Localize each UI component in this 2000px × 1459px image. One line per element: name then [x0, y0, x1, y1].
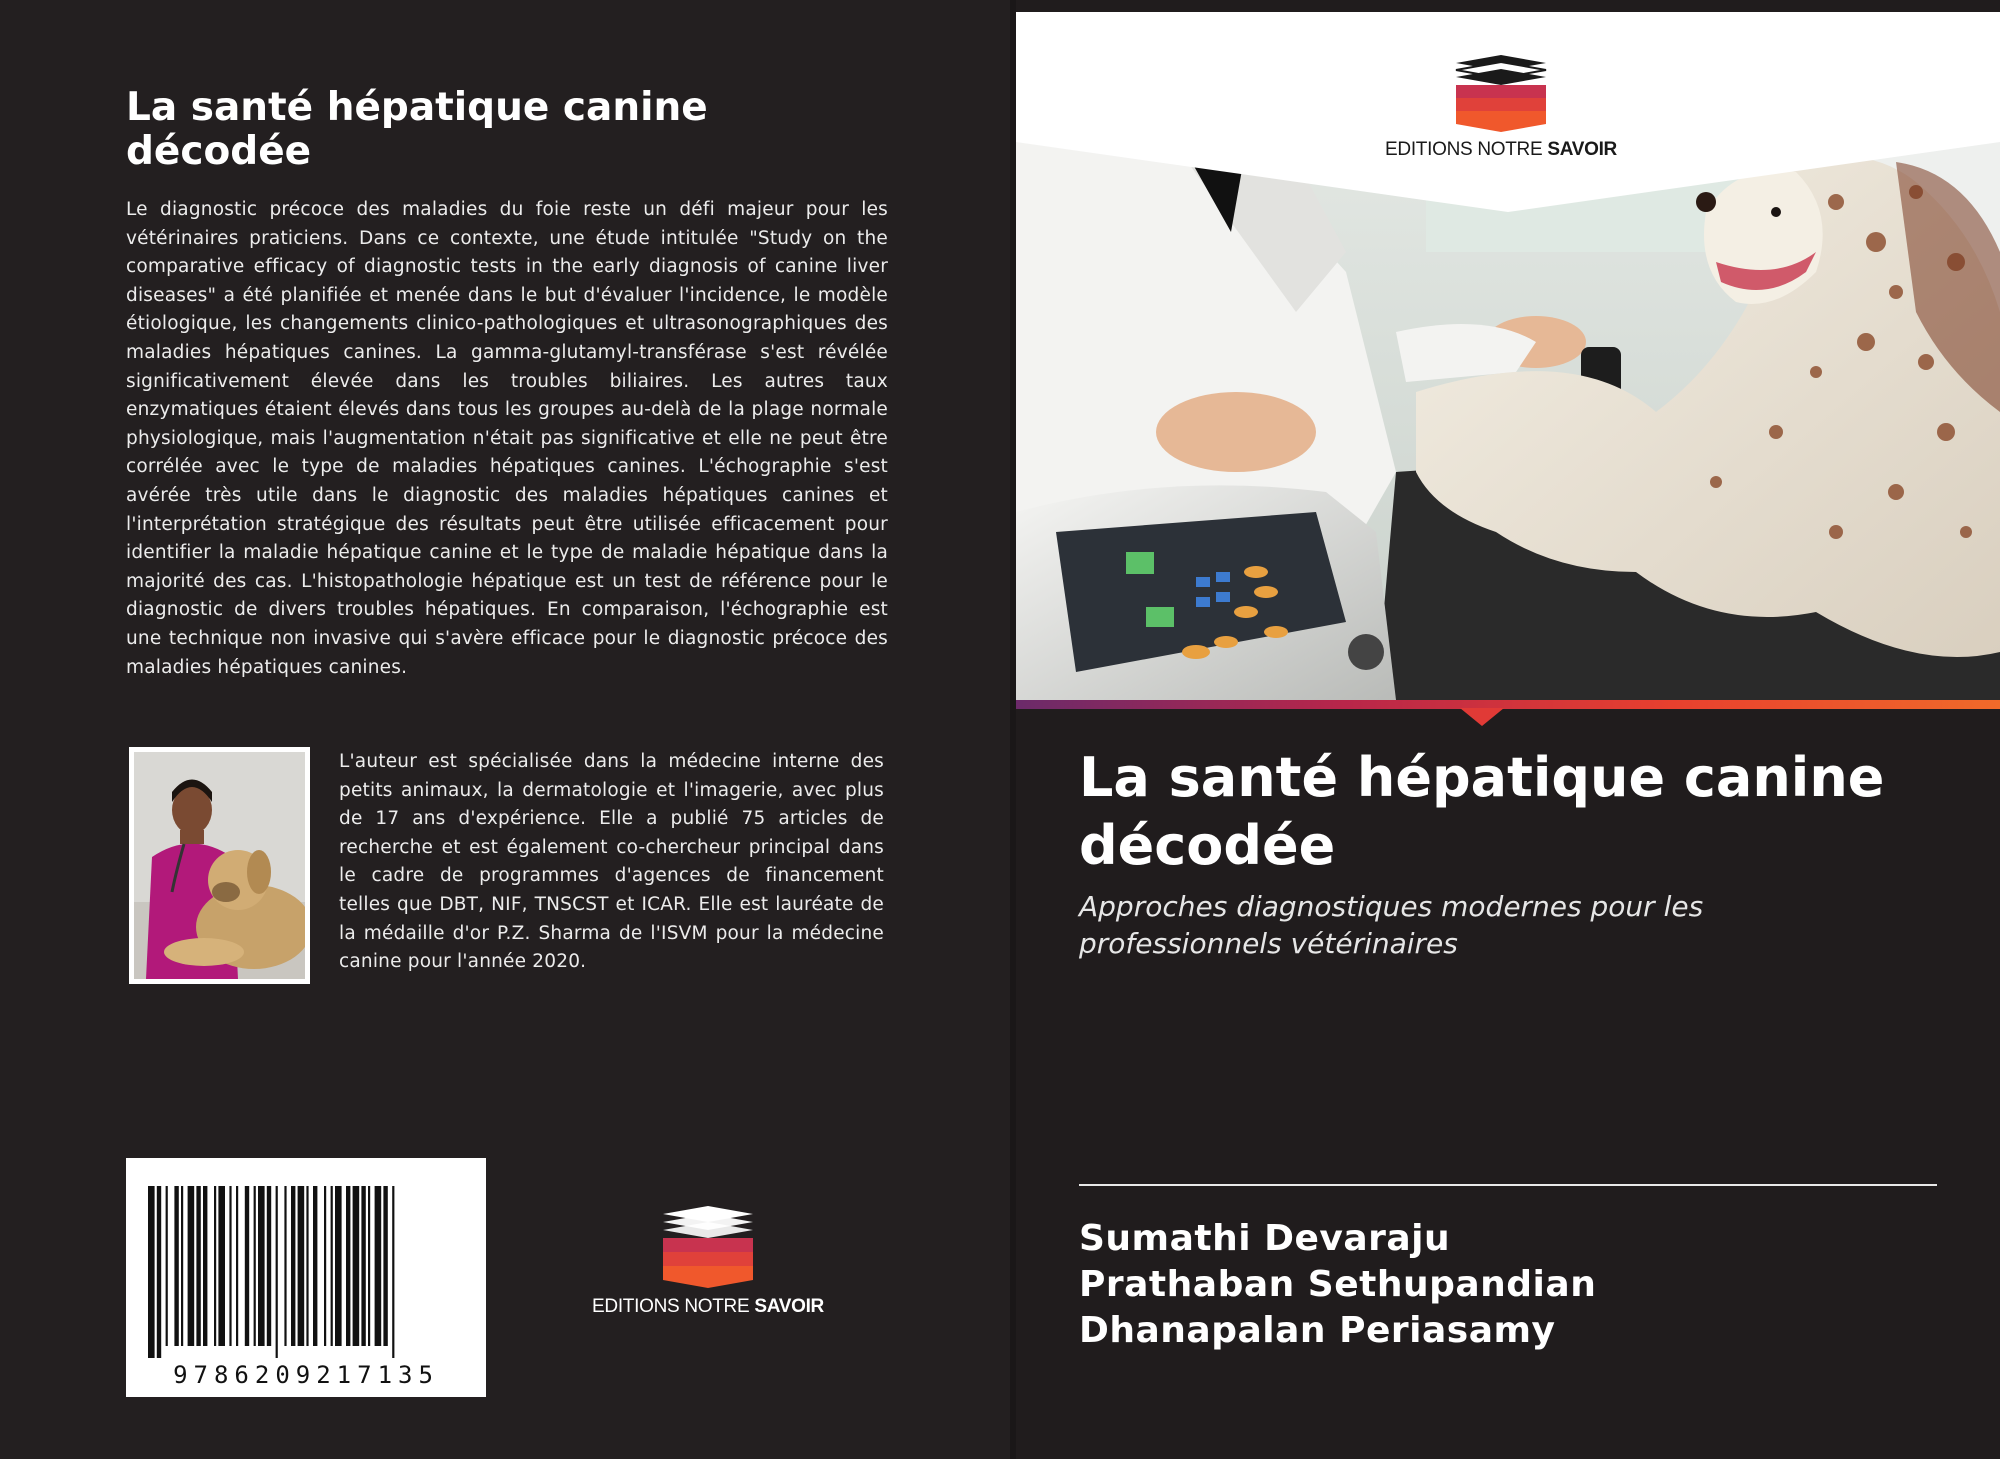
barcode-bar [335, 1186, 342, 1346]
back-cover-title: La santé hépatique canine décodée [126, 85, 708, 174]
barcode-bar [166, 1186, 168, 1346]
front-cover-subtitle: Approches diagnostiques modernes pour les professionnels vétérinaires [1079, 890, 1704, 960]
barcode-bar [361, 1186, 365, 1346]
book-stack-icon [590, 1206, 826, 1292]
barcode-bar [218, 1186, 225, 1346]
barcode-bar [298, 1186, 305, 1346]
accent-triangle [1460, 708, 1504, 726]
barcode-bar [157, 1186, 161, 1358]
barcode-bar [203, 1186, 207, 1346]
barcode-bar [196, 1186, 200, 1346]
barcode-bar [245, 1186, 249, 1346]
barcode-bar [353, 1186, 360, 1346]
isbn-digits: 9786209217135 [173, 1361, 439, 1389]
barcode-bar [375, 1186, 382, 1346]
publisher-name: EDITIONS NOTRE SAVOIR [592, 1296, 824, 1317]
barcode-bar [258, 1186, 265, 1346]
barcode-bar [284, 1186, 286, 1346]
barcode-bar [383, 1186, 387, 1346]
publisher-logo-front [1351, 55, 1651, 165]
book-stack-icon [1351, 55, 1651, 135]
isbn-barcode [126, 1158, 486, 1397]
barcode-bar [368, 1186, 370, 1346]
barcode-bar [267, 1186, 271, 1346]
front-cover [1016, 0, 2000, 1459]
divider [1079, 1184, 1937, 1186]
front-cover-title: La santé hépatique canine décodée [1079, 746, 1885, 877]
barcode-bar [306, 1186, 308, 1346]
barcode-bar [324, 1186, 326, 1346]
barcode-bar [346, 1186, 350, 1346]
author-name: Sumathi Devaraju [1079, 1218, 1451, 1259]
publisher-name: EDITIONS NOTRE SAVOIR [1385, 139, 1617, 160]
barcode-bar [331, 1186, 333, 1346]
author-name: Dhanapalan Periasamy [1079, 1310, 1556, 1351]
author-name: Prathaban Sethupandian [1079, 1264, 1597, 1305]
barcode-bar [276, 1186, 278, 1358]
barcode-bar [291, 1186, 295, 1346]
barcode-bar [229, 1186, 231, 1346]
barcode-bar [254, 1186, 256, 1346]
barcode-bar [236, 1186, 238, 1346]
barcode-bar [181, 1186, 183, 1346]
barcode-bar [174, 1186, 178, 1346]
barcode-bar [313, 1186, 317, 1346]
accent-bar [1016, 700, 2000, 709]
barcode-bar [148, 1186, 155, 1358]
barcode-bar [214, 1186, 216, 1346]
author-list [1079, 1216, 1939, 1354]
author-bio: L'auteur est spécialisée dans la médecine interne des petits animaux, la dermatologie et l'imagerie, avec plus de 17 ans d'expérience. Elle a publié 75 articles de recherche et est également co-chercheur principal dans le cadre de programmes d'agences de financement telles que DBT, NIF, TNSCST et ICAR. Elle est lauréate de la médaille d'or P.Z. Sharma de l'ISVM pour la médecine canine pour l'année 2020. [339, 751, 884, 973]
book-summary: Le diagnostic précoce des maladies du foie reste un défi majeur pour les vétérinaires praticiens. Dans ce contexte, une étude intitulée "Study on the comparative efficacy of diagnostic tests in the early diagnosis of canine liver diseases" a été planifiée et menée dans le but d'évaluer l'incidence, le modèle étiologique, les changements clinico-pathologiques et ultrasonographiques des maladies hépatiques canines. La gamma-glutamyl-transférase s'est révélée significativement élevée dans les troubles biliaires. Les autres taux enzymatiques étaient élevés dans tous les groupes au-delà de la plage normale physiologique, mais l'augmentation n'était pas significative et elle ne peut être corrélée avec le type de maladies hépatiques canines. L'échographie s'est avérée très utile dans le diagnostic des maladies hépatiques canines et l'interprétation stratégique des résultats peut être utilisée efficacement pour identifier la maladie hépatique canine et le type de maladie hépatique dans la majorité des cas. L'histopathologie hépatique est un test de référence pour le diagnostic de divers troubles hépatiques. En comparaison, l'échographie est une technique non invasive qui s'avère efficace pour le diagnostic précoce des maladies hépatiques canines. [126, 199, 888, 678]
author-photo [129, 747, 310, 984]
barcode-bar [392, 1186, 394, 1358]
publisher-logo-back [590, 1206, 826, 1326]
barcode-bar [188, 1186, 195, 1346]
